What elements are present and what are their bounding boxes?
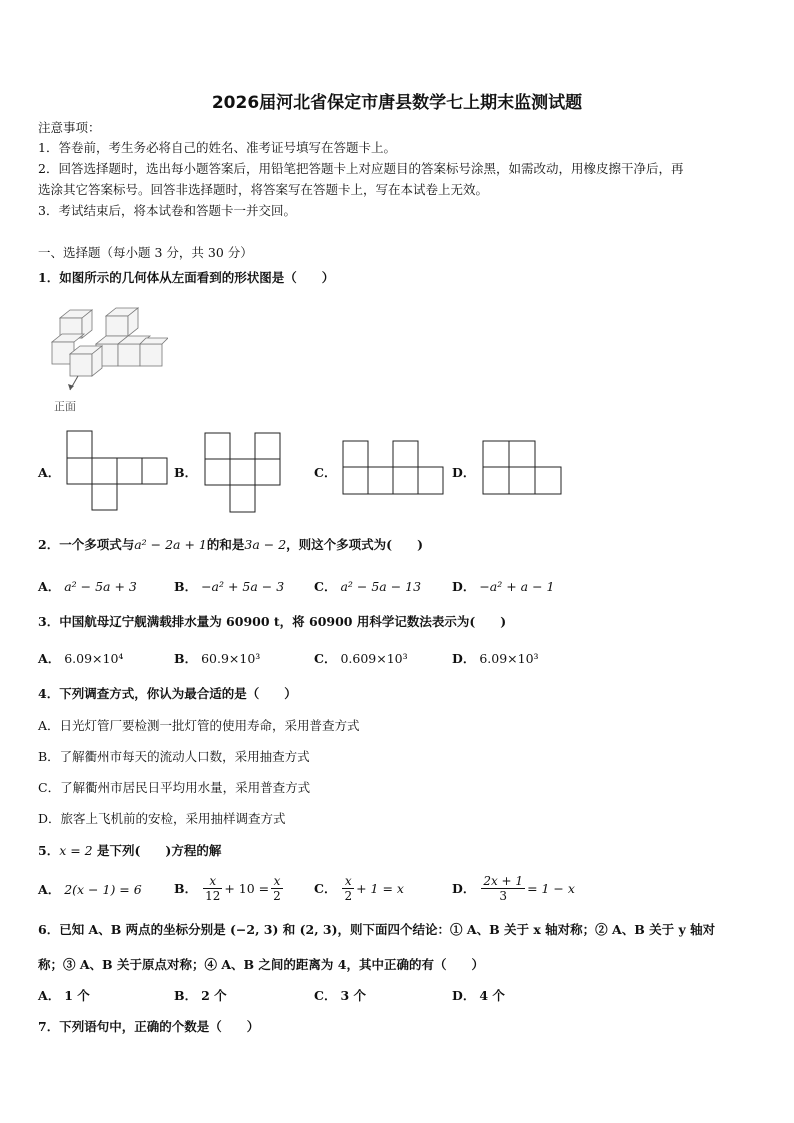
section-heading: 一、选择题（每小题 3 分，共 30 分） [38, 245, 253, 260]
option-b-figure [204, 432, 284, 514]
question-5-stem: 5．x = 2 是下列( )方程的解 [38, 843, 222, 858]
q4-option: D．旅客上飞机前的安检，采用抽样调查方式 [38, 811, 286, 826]
q6-option-b: B． 2 个 [174, 988, 227, 1003]
question-3-stem: 3．中国航母辽宁舰满载排水量为 60900 t，将 60900 用科学记数法表示为( ) [38, 614, 507, 629]
q6-option-a: A． 1 个 [38, 988, 90, 1003]
q2-option-a: A． a² − 5a + 3 [38, 579, 137, 594]
q2-expr1: a² − 2a + 1 [134, 537, 207, 552]
option-d-figure [482, 440, 564, 496]
notice-item: 1．答卷前，考生务必将自己的姓名、准考证号填写在答题卡上。 [38, 140, 396, 155]
q3-option-d: D． 6.09×10³ [452, 651, 539, 666]
option-label: C． [314, 465, 337, 480]
q4-option: B．了解衢州市每天的流动人口数，采用抽查方式 [38, 749, 310, 764]
question-1-stem: 1．如图所示的几何体从左面看到的形状图是（ ） [38, 270, 335, 285]
notice-item: 2．回答选择题时，选出每小题答案后，用铅笔把答题卡上对应题目的答案标号涂黑，如需改动，用橡皮擦干净后，再 [38, 161, 684, 176]
front-view-label: 正面 [54, 400, 76, 413]
q5-option-d: D． $\frac{2x + 1}{3}$ = 1 − x [452, 873, 575, 903]
q3-option-a: A． 6.09×10⁴ [38, 651, 124, 666]
question-4-stem: 4．下列调查方式，你认为最合适的是（ ） [38, 686, 297, 701]
q2-mid: 的和是 [206, 537, 245, 552]
option-label: D． [452, 465, 476, 480]
q6-option-d: D． 4 个 [452, 988, 505, 1003]
question-6-line1: 6．已知 A、B 两点的坐标分别是 (−2, 3) 和 (2, 3)，则下面四个结论：① A、B 关于 x 轴对称；② A、B 关于 y 轴对 [38, 922, 716, 937]
q4-option: C．了解衢州市居民日平均用水量，采用普查方式 [38, 780, 311, 795]
option-c-figure [342, 440, 448, 496]
q2-post: ，则这个多项式为( ) [286, 537, 424, 552]
q6-option-c: C． 3 个 [314, 988, 366, 1003]
q4-option: A．日光灯管厂要检测一批灯管的使用寿命，采用普查方式 [38, 718, 360, 733]
page-title: 2026届河北省保定市唐县数学七上期末监测试题 [211, 93, 583, 113]
q2-expr2: 3a − 2 [244, 537, 287, 552]
q3-option-b: B． 60.9×10³ [174, 651, 261, 666]
q2-option-d: D． −a² + a − 1 [452, 579, 555, 594]
q5-option-c: C． $\frac{x}{2}$ + 1 = x [314, 873, 404, 903]
notice-item: 选涂其它答案标号。回答非选择题时，将答案写在答题卡上，写在本试卷上无效。 [38, 182, 489, 197]
question-7-stem: 7．下列语句中，正确的个数是（ ） [38, 1019, 260, 1034]
option-label: A． [38, 465, 61, 480]
cube-solid-figure [48, 298, 168, 414]
notice-heading: 注意事项： [38, 120, 101, 135]
option-a-figure [66, 430, 170, 512]
q2-option-b: B． −a² + 5a − 3 [174, 579, 285, 594]
option-label: B． [174, 465, 198, 480]
notice-item: 3．考试结束后，将本试卷和答题卡一并交回。 [38, 203, 296, 218]
question-6-line2: 称；③ A、B 关于原点对称；④ A、B 之间的距离为 4，其中正确的有（ ） [38, 957, 484, 972]
question-2-stem [38, 535, 423, 555]
q5-option-a: A． 2(x − 1) = 6 [38, 881, 142, 897]
q2-pre: 2．一个多项式与 [38, 537, 135, 552]
q3-option-c: C． 0.609×10³ [314, 651, 408, 666]
q5-option-b: B． $\frac{x}{12}$ + 10 = $\frac{x}{2}$ [174, 873, 281, 903]
q2-option-c: C． a² − 5a − 13 [314, 579, 422, 594]
